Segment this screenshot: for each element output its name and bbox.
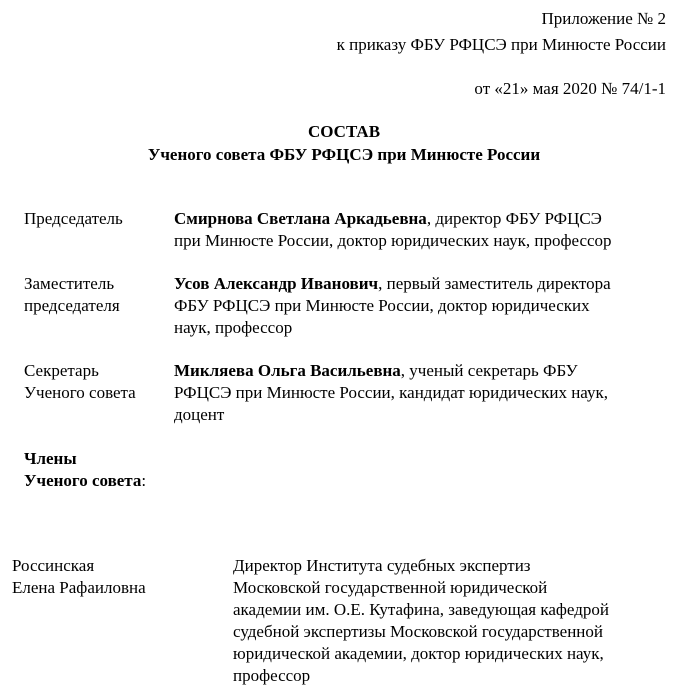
description-line: Московской государственной юридической xyxy=(233,578,548,597)
role-line: Председатель xyxy=(24,209,123,228)
description-line: наук, профессор xyxy=(174,318,293,337)
description-line xyxy=(174,360,674,382)
officer-description-chairman xyxy=(174,208,674,252)
officer-name: Смирнова Светлана Аркадьевна xyxy=(174,209,427,228)
officer-role-secretary xyxy=(24,360,136,404)
description-line: доцент xyxy=(174,405,225,424)
officer-description-deputy xyxy=(174,273,674,339)
document-title: СОСТАВ xyxy=(307,122,381,141)
document-subtitle: Ученого совета ФБУ РФЦСЭ при Минюсте России xyxy=(147,145,541,164)
description-line xyxy=(174,208,674,230)
order-date: от «21» мая 2020 № 74/1-1 xyxy=(474,79,666,98)
role-line: Ученого совета xyxy=(24,383,136,402)
role-line: Заместитель xyxy=(24,274,115,293)
member-name-line: Елена Рафаиловна xyxy=(12,578,146,597)
order-reference: к приказу ФБУ РФЦСЭ при Минюсте России xyxy=(336,35,666,54)
officer-name: Микляева Ольга Васильевна xyxy=(174,361,401,380)
member-description xyxy=(233,555,678,687)
description-line: профессор xyxy=(233,666,311,685)
appendix-number: Приложение № 2 xyxy=(541,9,666,28)
description-text: , директор ФБУ РФЦСЭ xyxy=(426,209,602,228)
officer-name: Усов Александр Иванович xyxy=(174,274,379,293)
description-text: , ученый секретарь ФБУ xyxy=(400,361,578,380)
member-name-line: Россинская xyxy=(12,556,95,575)
officer-role-chairman xyxy=(24,208,123,230)
description-line: судебной экспертизы Московской государственной xyxy=(233,622,603,641)
description-line: ФБУ РФЦСЭ при Минюсте России, доктор юридических xyxy=(174,296,590,315)
description-line: Директор Института судебных экспертиз xyxy=(233,556,531,575)
officer-role-deputy xyxy=(24,273,120,317)
officer-description-secretary xyxy=(174,360,674,426)
role-line: Секретарь xyxy=(24,361,99,380)
description-line: РФЦСЭ при Минюсте России, кандидат юридических наук, xyxy=(174,383,608,402)
description-line: юридической академии, доктор юридических наук, xyxy=(233,644,604,663)
description-text: , первый заместитель директора xyxy=(378,274,611,293)
members-heading xyxy=(24,448,146,492)
role-line: председателя xyxy=(24,296,120,315)
description-line: академии им. О.Е. Кутафина, заведующая кафедрой xyxy=(233,600,609,619)
members-heading-line: Ученого совета: xyxy=(24,471,147,490)
members-heading-line: Члены xyxy=(24,449,77,468)
description-line xyxy=(174,273,674,295)
member-name xyxy=(12,555,146,599)
description-line: при Минюсте России, доктор юридических наук, профессор xyxy=(174,231,612,250)
